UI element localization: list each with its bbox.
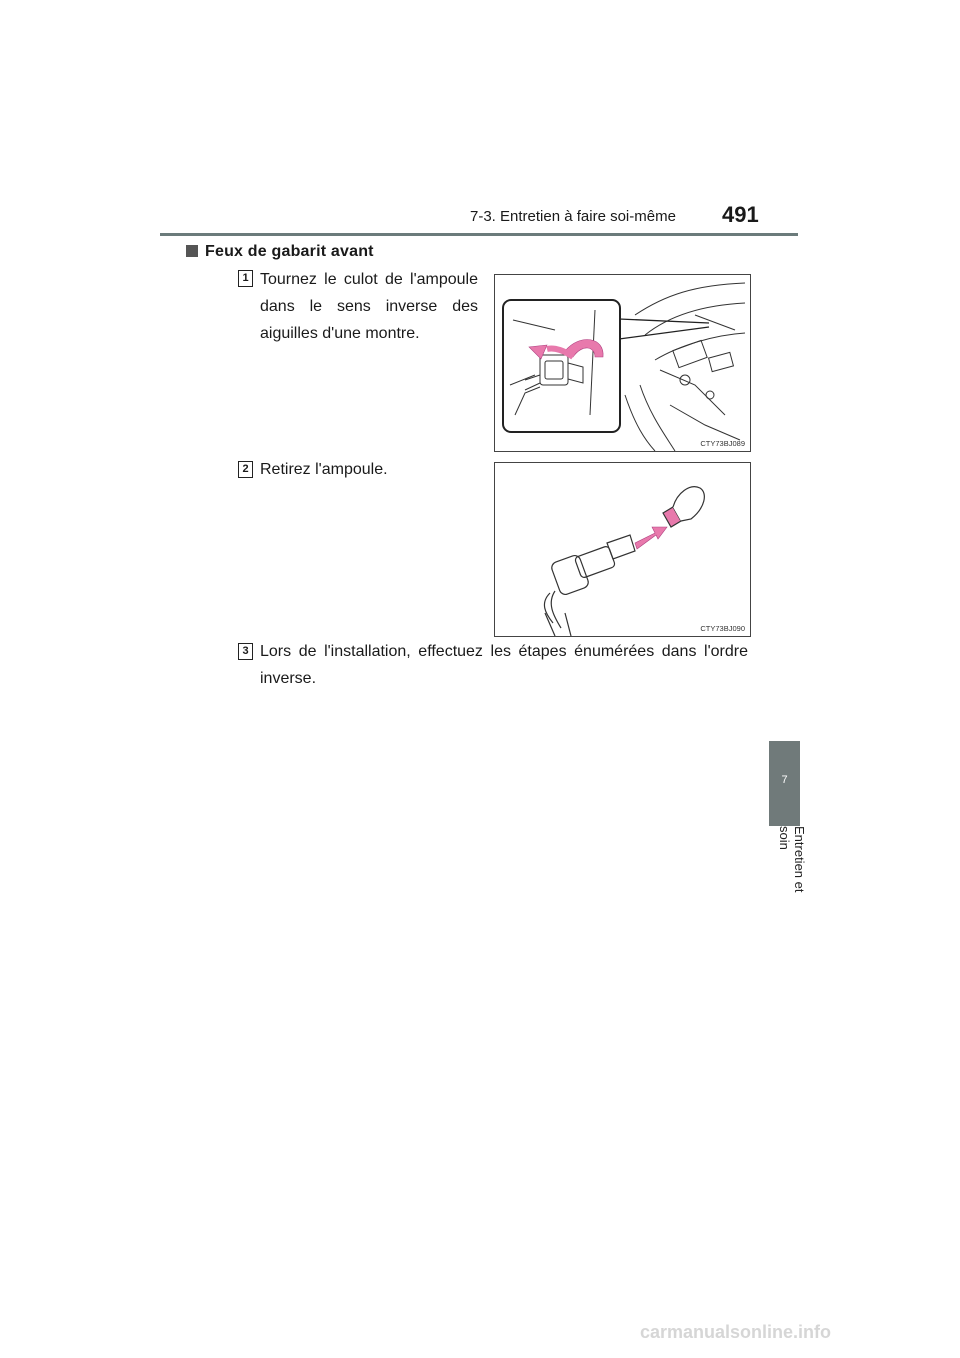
square-bullet-icon bbox=[186, 245, 198, 257]
page-number: 491 bbox=[722, 202, 759, 227]
bulb-socket-illustration bbox=[495, 275, 750, 451]
step-number-badge: 3 bbox=[238, 643, 253, 660]
section-heading bbox=[186, 243, 374, 261]
section-heading-text: Feux de gabarit avant bbox=[205, 243, 374, 260]
figure-code: CTY73BJ090 bbox=[700, 624, 745, 633]
header-section-title: 7-3. Entretien à faire soi-même bbox=[470, 208, 676, 225]
figure-bulb-socket-rotation bbox=[494, 274, 751, 452]
step-number-badge: 1 bbox=[238, 270, 253, 287]
bulb-removal-illustration bbox=[495, 463, 750, 636]
chapter-title-text: Entretien et soin bbox=[777, 826, 807, 893]
chapter-number: 7 bbox=[781, 774, 788, 786]
step-number-badge: 2 bbox=[238, 461, 253, 478]
figure-bulb-removal bbox=[494, 462, 751, 637]
figure-code: CTY73BJ089 bbox=[700, 439, 745, 448]
watermark: carmanualsonline.info bbox=[640, 1322, 832, 1342]
header-divider bbox=[160, 233, 798, 236]
step-1-text: Tournez le culot de l'ampoule dans le sens inverse des aiguilles d'une montre. bbox=[260, 271, 478, 342]
step-2-text: Retirez l'ampoule. bbox=[260, 461, 388, 478]
chapter-title bbox=[769, 826, 807, 916]
step-3-text: Lors de l'installation, effectuez les étapes énumérées dans l'ordre inverse. bbox=[260, 643, 748, 687]
